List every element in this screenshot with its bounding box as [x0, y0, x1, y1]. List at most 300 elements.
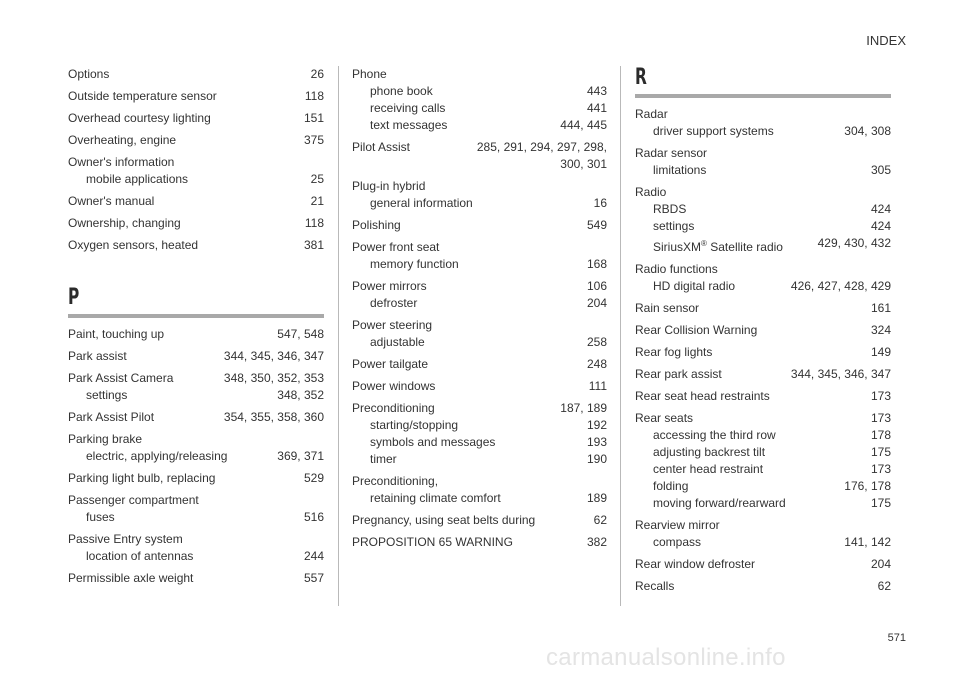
index-term — [86, 448, 227, 465]
index-page-refs: 168 — [586, 257, 607, 271]
index-term-text: Radar — [635, 107, 668, 121]
index-page-refs: 173 — [870, 462, 891, 476]
index-term-text: Power tailgate — [352, 357, 429, 371]
section-rule — [635, 94, 891, 98]
index-page-refs: 190 — [586, 452, 607, 466]
index-entry — [352, 534, 607, 551]
index-entry — [68, 154, 324, 188]
index-column-1 — [68, 66, 324, 592]
index-entry — [68, 570, 324, 587]
index-term — [635, 106, 668, 123]
index-page-refs: 348, 350, 352, 353 — [223, 371, 324, 385]
index-entry — [635, 578, 891, 595]
index-term-text: Rear window defroster — [635, 557, 756, 571]
index-entry — [68, 132, 324, 149]
index-term-text: driver support systems — [653, 124, 774, 138]
index-term-text: Owner's manual — [68, 194, 155, 208]
index-term-text: Options — [68, 67, 110, 81]
index-subentry — [352, 451, 607, 468]
index-term — [370, 100, 445, 117]
index-entry-main — [68, 66, 324, 83]
index-term — [635, 261, 718, 278]
index-entry — [68, 348, 324, 365]
index-entry — [352, 217, 607, 234]
index-page-refs: 187, 189 — [560, 401, 607, 415]
index-term — [370, 295, 417, 312]
index-term — [352, 356, 428, 373]
index-entry-main — [68, 154, 324, 171]
index-term — [635, 300, 699, 317]
index-term — [635, 556, 755, 573]
index-term-text: Overheating, engine — [68, 133, 177, 147]
index-subentry — [352, 195, 607, 212]
index-term — [635, 517, 720, 534]
index-term — [370, 334, 425, 351]
index-term — [370, 256, 459, 273]
index-term — [68, 348, 127, 365]
index-entry — [68, 110, 324, 127]
letter-section-p — [68, 286, 324, 318]
index-entry-main — [68, 348, 324, 365]
index-term — [352, 378, 435, 395]
index-page-refs: 193 — [586, 435, 607, 449]
entries-group-p-continued — [352, 66, 607, 551]
index-term-text: Park Assist Pilot — [68, 410, 155, 424]
index-term-text: timer — [370, 452, 397, 466]
index-term — [68, 370, 173, 387]
index-subentry — [352, 417, 607, 434]
index-page-refs: 344, 345, 346, 347 — [223, 349, 324, 363]
index-term — [653, 461, 763, 478]
index-term — [68, 431, 142, 448]
index-page-refs: 118 — [304, 216, 324, 230]
index-term-text: RBDS — [653, 202, 687, 216]
index-page-refs: 443 — [586, 84, 607, 98]
index-subentry — [352, 100, 607, 117]
index-term-text: Power steering — [352, 318, 433, 332]
index-term-text: limitations — [653, 163, 707, 177]
index-term-text: SiriusXM — [653, 240, 702, 254]
index-term-text: Permissible axle weight — [68, 571, 194, 585]
index-entry — [68, 492, 324, 526]
index-page-refs: 375 — [303, 133, 324, 147]
index-term-text: receiving calls — [370, 101, 446, 115]
index-entry — [352, 178, 607, 212]
index-entry — [635, 366, 891, 383]
index-page-refs: 305 — [870, 163, 891, 177]
index-term-text: general information — [370, 196, 473, 210]
index-subentry — [635, 162, 891, 179]
index-term — [370, 417, 458, 434]
index-term — [653, 162, 706, 179]
index-term — [635, 184, 666, 201]
index-term — [68, 154, 174, 171]
index-subentry — [635, 278, 891, 295]
index-term-text: accessing the third row — [653, 428, 776, 442]
index-term — [370, 451, 397, 468]
index-page-refs: 382 — [586, 535, 607, 549]
index-page-refs: 161 — [870, 301, 891, 315]
index-term — [653, 235, 783, 256]
index-subentry — [68, 387, 324, 404]
index-subentry — [635, 235, 891, 256]
index-entry-main — [68, 470, 324, 487]
index-entry-main — [352, 473, 607, 490]
index-page-refs: 557 — [303, 571, 324, 585]
index-term-text: Parking brake — [68, 432, 143, 446]
index-term-text: location of antennas — [86, 549, 194, 563]
index-term-text: text messages — [370, 118, 448, 132]
index-term-text: adjusting backrest tilt — [653, 445, 766, 459]
index-entry — [635, 184, 891, 256]
index-term — [86, 509, 115, 526]
index-entry — [352, 473, 607, 507]
section-letter: R — [635, 65, 647, 90]
index-term — [635, 145, 707, 162]
index-term-text: defroster — [370, 296, 418, 310]
index-term-text: Power front seat — [352, 240, 440, 254]
index-term — [68, 110, 211, 127]
index-term-text: phone book — [370, 84, 433, 98]
index-entry — [635, 322, 891, 339]
index-term-text: Passenger compartment — [68, 493, 199, 507]
index-term-text: Phone — [352, 67, 387, 81]
index-term-text: Overhead courtesy lighting — [68, 111, 211, 125]
index-term-text: moving forward/rearward — [653, 496, 786, 510]
index-term-text: Owner's information — [68, 155, 175, 169]
index-term-text: settings — [86, 388, 128, 402]
index-page-refs: 21 — [310, 194, 324, 208]
index-term — [635, 322, 757, 339]
index-entry — [68, 431, 324, 465]
index-term-text: Outside temperature sensor — [68, 89, 217, 103]
index-entry-main — [635, 410, 891, 427]
index-term-text: Rear park assist — [635, 367, 722, 381]
index-entry — [68, 215, 324, 232]
index-entry — [68, 370, 324, 404]
index-entry-main — [635, 388, 891, 405]
index-term-text: Rear fog lights — [635, 345, 713, 359]
index-subentry — [352, 83, 607, 100]
index-entry-main — [352, 378, 607, 395]
index-subentry — [352, 434, 607, 451]
entries-group-p — [68, 326, 324, 587]
index-entry-main — [352, 356, 607, 373]
index-term-text: Power mirrors — [352, 279, 427, 293]
column-divider — [338, 66, 339, 606]
index-entry-main — [68, 431, 324, 448]
index-entry — [635, 145, 891, 179]
index-page-refs: 547, 548 — [277, 327, 324, 341]
index-term-text: Park assist — [68, 349, 127, 363]
index-term — [352, 534, 513, 551]
index-entry-main — [68, 492, 324, 509]
index-page-refs: 192 — [586, 418, 607, 432]
index-term — [370, 195, 473, 212]
index-entry-main — [352, 217, 607, 234]
index-term — [352, 139, 410, 156]
index-page-refs: 189 — [586, 491, 607, 505]
index-subentry — [352, 334, 607, 351]
index-entry-main — [635, 556, 891, 573]
index-term-text: symbols and messages — [370, 435, 496, 449]
index-subentry — [635, 478, 891, 495]
index-entry-main — [68, 110, 324, 127]
index-subentry — [68, 509, 324, 526]
index-subentry — [68, 548, 324, 565]
index-page-refs: 381 — [303, 238, 324, 252]
index-entry — [352, 239, 607, 273]
index-term — [68, 193, 154, 210]
index-term-text: Rear seat head restraints — [635, 389, 770, 403]
index-page-refs: 426, 427, 428, 429 — [790, 279, 891, 293]
index-term-text: Oxygen sensors, heated — [68, 238, 199, 252]
index-page-refs: 26 — [310, 67, 324, 81]
index-entry-main — [635, 261, 891, 278]
index-term — [352, 239, 439, 256]
index-entry — [635, 388, 891, 405]
index-entry — [68, 193, 324, 210]
index-term — [68, 88, 217, 105]
index-entry-main — [352, 239, 607, 256]
watermark: carmanualsonline.info — [546, 644, 786, 671]
index-term — [68, 409, 154, 426]
index-term — [68, 132, 176, 149]
index-term — [68, 66, 109, 83]
index-subentry — [68, 448, 324, 465]
index-page-refs: 258 — [586, 335, 607, 349]
index-term-text: Radio — [635, 185, 667, 199]
entries-group-r — [635, 106, 891, 595]
index-term-text: HD digital radio — [653, 279, 736, 293]
index-entry-main — [68, 326, 324, 343]
index-term-text: Preconditioning, — [352, 474, 439, 488]
section-rule — [68, 314, 324, 318]
index-entry — [635, 300, 891, 317]
index-page-refs: 118 — [304, 89, 324, 103]
index-term-text: compass — [653, 535, 702, 549]
index-page-refs: 106 — [586, 279, 607, 293]
index-entry — [635, 410, 891, 512]
index-entry — [635, 261, 891, 295]
index-entry-main — [352, 139, 607, 173]
index-page-refs: 151 — [303, 111, 324, 125]
index-page-refs: 244 — [303, 549, 324, 563]
index-page-refs: 344, 345, 346, 347 — [790, 367, 891, 381]
index-page-refs: 549 — [586, 218, 607, 232]
index-term-text: Rear seats — [635, 411, 694, 425]
index-term-text: fuses — [86, 510, 115, 524]
index-entry — [352, 400, 607, 468]
entries-group-o — [68, 66, 324, 254]
index-term — [68, 570, 193, 587]
index-term — [653, 478, 688, 495]
index-term — [352, 317, 432, 334]
index-subentry — [352, 490, 607, 507]
index-entry-main — [352, 66, 607, 83]
index-term — [352, 66, 387, 83]
index-term-text: retaining climate comfort — [370, 491, 501, 505]
index-entry-main — [635, 366, 891, 383]
index-page-refs: 424 — [870, 202, 891, 216]
index-entry — [68, 66, 324, 83]
index-term-text: Park Assist Camera — [68, 371, 174, 385]
index-term — [635, 410, 693, 427]
index-page-refs: 429, 430, 432 — [817, 236, 891, 250]
index-page-refs: 304, 308 — [844, 124, 891, 138]
index-term-text: Radio functions — [635, 262, 718, 276]
index-term-text: Radar sensor — [635, 146, 708, 160]
index-subentry — [635, 123, 891, 140]
index-term — [86, 171, 188, 188]
index-term — [370, 490, 501, 507]
index-entry — [352, 317, 607, 351]
index-term — [86, 387, 127, 404]
index-term — [352, 473, 438, 490]
index-term — [352, 278, 427, 295]
index-page-refs: 516 — [303, 510, 324, 524]
index-entry-main — [68, 409, 324, 426]
index-entry — [68, 326, 324, 343]
index-term-text: center head restraint — [653, 462, 764, 476]
index-subentry — [635, 495, 891, 512]
index-term-text: Polishing — [352, 218, 401, 232]
index-term — [653, 495, 786, 512]
index-term-text: Parking light bulb, replacing — [68, 471, 216, 485]
index-entry-main — [68, 88, 324, 105]
index-page-refs: 285, 291, 294, 297, 298, 300, 301 — [476, 140, 607, 171]
index-page-refs: 354, 355, 358, 360 — [223, 410, 324, 424]
index-entry-main — [635, 322, 891, 339]
index-term — [352, 512, 535, 529]
index-page-refs: 149 — [870, 345, 891, 359]
index-entry-main — [635, 106, 891, 123]
index-entry-main — [635, 184, 891, 201]
index-page-refs: 62 — [593, 513, 607, 527]
letter-section-r — [635, 66, 891, 98]
index-term — [370, 117, 447, 134]
index-term-text: Power windows — [352, 379, 436, 393]
index-term-text: Passive Entry system — [68, 532, 183, 546]
index-subentry — [352, 295, 607, 312]
index-term — [68, 237, 198, 254]
index-term — [68, 531, 183, 548]
index-term-text: Preconditioning — [352, 401, 435, 415]
index-page-refs: 178 — [870, 428, 891, 442]
index-entry — [352, 512, 607, 529]
index-entry-main — [68, 193, 324, 210]
index-term-text: adjustable — [370, 335, 425, 349]
index-subentry — [635, 444, 891, 461]
index-term-text: PROPOSITION 65 WARNING — [352, 535, 513, 549]
index-entry-main — [352, 178, 607, 195]
index-subentry — [635, 218, 891, 235]
index-page-refs: 324 — [870, 323, 891, 337]
index-entry — [68, 409, 324, 426]
index-term — [653, 444, 765, 461]
index-entry — [635, 344, 891, 361]
index-entry — [352, 356, 607, 373]
index-subentry — [352, 117, 607, 134]
index-page-refs: 176, 178 — [844, 479, 891, 493]
index-term — [653, 218, 694, 235]
index-term — [653, 278, 735, 295]
index-entry-main — [352, 512, 607, 529]
index-term — [635, 388, 770, 405]
page-number: 571 — [887, 632, 906, 644]
index-entry — [68, 88, 324, 105]
column-divider — [620, 66, 621, 606]
index-page-refs: 204 — [586, 296, 607, 310]
index-term-text: starting/stopping — [370, 418, 459, 432]
index-subentry — [352, 256, 607, 273]
index-term-text: memory function — [370, 257, 459, 271]
index-term — [653, 427, 776, 444]
index-page-refs: 173 — [870, 389, 891, 403]
index-entry — [352, 139, 607, 173]
index-term — [635, 578, 674, 595]
index-entry-main — [635, 344, 891, 361]
index-page-refs: 25 — [310, 172, 324, 186]
index-entry-main — [68, 237, 324, 254]
index-term-text: Rain sensor — [635, 301, 700, 315]
index-subentry — [635, 201, 891, 218]
index-term — [653, 123, 774, 140]
index-term-text: Recalls — [635, 579, 675, 593]
index-term — [352, 217, 401, 234]
section-letter: P — [68, 285, 80, 310]
index-term-text: Ownership, changing — [68, 216, 181, 230]
index-entry-main — [68, 570, 324, 587]
index-entry — [352, 66, 607, 134]
index-entry-main — [68, 370, 324, 387]
index-entry — [352, 378, 607, 395]
index-page-refs: 424 — [870, 219, 891, 233]
index-term — [635, 366, 722, 383]
index-term — [635, 344, 712, 361]
index-term-text: electric, applying/releasing — [86, 449, 228, 463]
index-page-refs: 529 — [303, 471, 324, 485]
index-term-text: Paint, touching up — [68, 327, 165, 341]
index-subentry — [635, 534, 891, 551]
index-entry-main — [68, 132, 324, 149]
index-page-refs: 348, 352 — [277, 388, 324, 402]
index-entry — [635, 106, 891, 140]
index-entry-main — [68, 531, 324, 548]
index-entry — [68, 531, 324, 565]
index-term-text: Plug-in hybrid — [352, 179, 426, 193]
index-term — [352, 400, 435, 417]
index-entry-main — [352, 534, 607, 551]
index-term — [370, 434, 495, 451]
index-term — [86, 548, 193, 565]
index-page-refs: 175 — [870, 445, 891, 459]
index-entry-main — [352, 278, 607, 295]
index-page-refs: 369, 371 — [277, 449, 324, 463]
index-subentry — [68, 171, 324, 188]
index-column-2 — [352, 66, 607, 556]
index-entry-main — [352, 400, 607, 417]
index-entry-main — [352, 317, 607, 334]
index-page-refs: 62 — [877, 579, 891, 593]
index-term — [653, 534, 701, 551]
index-entry-main — [68, 215, 324, 232]
index-term — [68, 215, 181, 232]
registered-mark: ® — [701, 239, 707, 248]
index-page-refs: 111 — [588, 379, 607, 393]
index-term — [68, 492, 199, 509]
index-term-text: mobile applications — [86, 172, 189, 186]
